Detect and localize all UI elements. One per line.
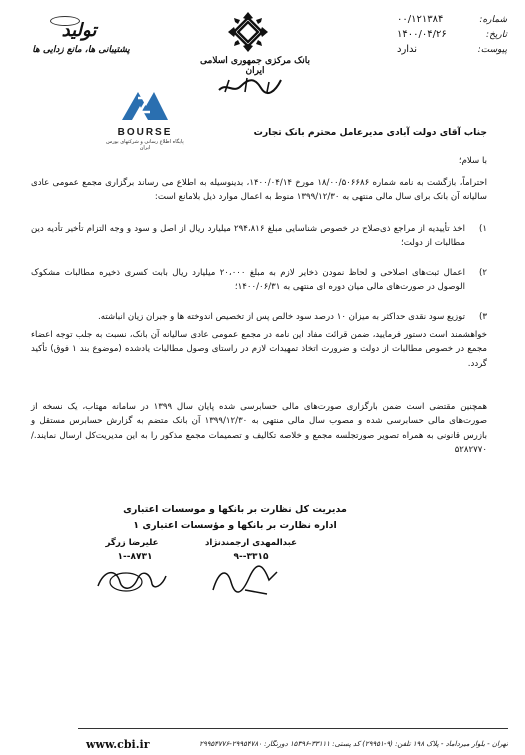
list-item-text: اعمال ثبت‌های اصلاحی و لحاظ نمودن ذخایر لازم به مبلغ ۲۰،۰۰۰ میلیارد ریال بابت کسری ذخیره مطالبات مشکوک الوصول در صورت‌های مالی میان دوره ای منتهی به ۱۴۰۰/۰۶/۳۱؛ (31, 268, 465, 293)
list-item (31, 222, 487, 251)
signature-1-icon (205, 560, 285, 602)
intro-paragraph: احتراماً، بازگشت به نامه شماره ۱۸/۰۰/۵۰۶۶۸۶ مورخ ۱۴۰۰/۰۴/۱۴، بدینوسیله به اطلاع می رساند برگزاری مجمع عمومی عادی سالیانه آن بانک برای سال مالی منتهی به ۱۳۹۹/۱۲/۳۰ منوط به اعمال موارد ذیل بلامانع است: (31, 178, 487, 203)
list-item (31, 266, 487, 295)
list-item-text: اخذ تأییدیه از مراجع ذی‌صلاح در خصوص شناسایی مبلغ ۲۹۴،۸۱۶ میلیارد ریال از اصل و سود و وجه التزام تأخیر تأدیه دین مطالبات از دولت؛ (31, 224, 465, 249)
footer-address: تهران - بلوار میرداماد - پلاک ۱۹۸ تلفن: (۹-۲۹۹۵۱) کد پستی: ۳۳۱۱۱-۱۵۳۹۶ دورنگار: ۲۹۹۵۴۷۸۰-۲۹۹۵۴۷۷۶ (199, 740, 508, 748)
bourse-subtitle: پایگاه اطلاع رسانی و شرکتهای بورس ایران (106, 139, 184, 151)
list-item-number: ۱) (479, 224, 487, 234)
attachment-value: ندارد (397, 44, 418, 55)
submission-paragraph: همچنین مقتضی است ضمن بارگزاری صورت‌های مالی حسابرسی شده پایان سال ۱۳۹۹ در سامانه مهتاب، یک نسخه از صورت‌های مالی حسابرسی شده و مصوب سال مالی منتهی به ۱۳۹۹/۱۲/۳۰ آن بانک متضم به گزارش حسابرس مستقل و بازرس قانونی به همراه تصویر صورتجلسه مجمع و خلاصه تکالیف و تصمیمات مجمع مذکور را به این مدیریت‌کل ارسال نمایند./۵۲۸۲۷۷۰ (31, 402, 487, 456)
motto-sub: پشتیبانی ها، مانع زدایی ها (32, 45, 130, 55)
date-label: تاریخ: (486, 30, 507, 40)
bourse-name: BOURSE (117, 127, 173, 138)
central-bank-emblem-icon (226, 10, 270, 54)
list-item-number: ۳) (479, 312, 487, 322)
letter-number-row (357, 14, 507, 29)
signatory-name-1: عبدالمهدی ارجمندنژاد (204, 538, 298, 548)
footer-website: www.cbi.ir (86, 738, 150, 751)
number-value: ۰۰/۱۲۱۳۸۴ (397, 14, 444, 25)
date-value: ۱۴۰۰/۰۴/۲۶ (397, 29, 447, 40)
bourse-logo-icon (118, 88, 172, 122)
motto-main: تولید (61, 20, 97, 41)
bismillah-calligraphy-icon (215, 72, 285, 98)
number-label: شماره: (479, 15, 507, 25)
letter-date-row (357, 29, 507, 44)
letter-attachment-row (357, 44, 507, 59)
bank-name: بانک مرکزی جمهوری اسلامی ایران (200, 56, 310, 76)
letter-meta (357, 14, 507, 59)
greeting: با سلام؛ (458, 156, 487, 166)
list-item-number: ۲) (479, 268, 487, 278)
signatory-name-2: علیرضا زرگر (105, 538, 159, 548)
signature-2-icon (92, 562, 170, 598)
signatory-code-1: ۹--۳۳۱۵ (233, 552, 269, 562)
signatory-code-2: ۱--۸۷۳۱ (117, 552, 153, 562)
bourse-logo (104, 88, 186, 151)
request-paragraph: خواهشمند است دستور فرمایید، ضمن قرائت مفاد این نامه در مجمع عمومی عادی سالیانه آن بانک، نسبت به جلب توجه اعضاء مجمع در خصوص مطالبات از دولت و ضرورت اتخاذ تمهیدات لازم در راستای وصول مطالبات یادشده (موضوع بند ۱ فوق) تأکید گردد. (31, 330, 487, 369)
list-item (31, 310, 487, 324)
addressee: جناب آقای دولت آبادی مدیرعامل محترم بانک تجارت (253, 127, 487, 138)
attachment-label: پیوست: (477, 45, 507, 55)
list-item-text: توزیع سود نقدی حداکثر به میزان ۱۰ درصد سود خالص پس از تخصیص اندوخته ها و جبران زیان انباشته. (97, 312, 465, 322)
signature-department: مدیریت کل نظارت بر بانکها و موسسات اعتباری (123, 504, 347, 515)
footer-divider (78, 728, 508, 729)
signature-office: اداره نظارت بر بانکها و مؤسسات اعتباری ۱ (133, 520, 337, 531)
